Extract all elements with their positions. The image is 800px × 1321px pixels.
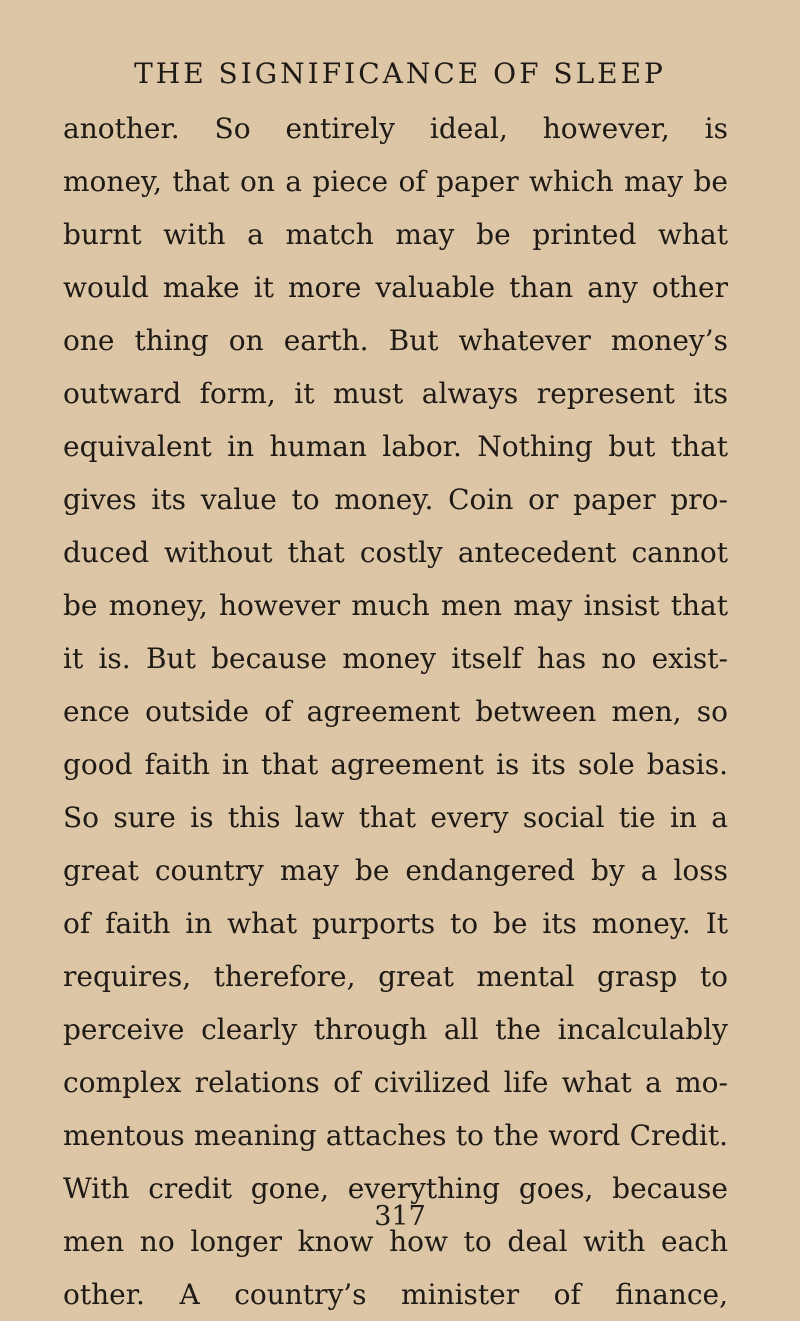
text-line: So sure is this law that every social tie in a bbox=[63, 801, 728, 834]
text-line: money, that on a piece of paper which may be bbox=[63, 165, 728, 198]
text-line: perceive clearly through all the incalculably bbox=[63, 1013, 728, 1046]
text-line: ence outside of agreement between men, so bbox=[63, 695, 728, 728]
text-line: outward form, it must always represent its bbox=[63, 377, 728, 410]
text-line: of faith in what purports to be its money. It bbox=[63, 907, 728, 940]
text-line: men no longer know how to deal with each bbox=[63, 1225, 728, 1258]
text-line: With credit gone, everything goes, because bbox=[63, 1172, 728, 1205]
text-line: gives its value to money. Coin or paper pro- bbox=[63, 483, 728, 516]
text-line: burnt with a match may be printed what bbox=[63, 218, 728, 251]
text-line: one thing on earth. But whatever money’s bbox=[63, 324, 728, 357]
text-line: it is. But because money itself has no exist- bbox=[63, 642, 728, 675]
text-line: great country may be endangered by a loss bbox=[63, 854, 728, 887]
text-line: mentous meaning attaches to the word Credit. bbox=[63, 1119, 728, 1152]
text-line: equivalent in human labor. Nothing but that bbox=[63, 430, 728, 463]
text-line: complex relations of civilized life what a mo- bbox=[63, 1066, 728, 1099]
text-line: duced without that costly antecedent cannot bbox=[63, 536, 728, 569]
running-head: THE SIGNIFICANCE OF SLEEP bbox=[134, 57, 666, 90]
text-line: would make it more valuable than any other bbox=[63, 271, 728, 304]
text-line: requires, therefore, great mental grasp to bbox=[63, 960, 728, 993]
body-text bbox=[63, 102, 728, 1321]
text-line: good faith in that agreement is its sole basis. bbox=[63, 748, 728, 781]
page-number: 317 bbox=[374, 1201, 426, 1232]
text-line: another. So entirely ideal, however, is bbox=[63, 112, 728, 145]
text-line: be money, however much men may insist that bbox=[63, 589, 728, 622]
text-line: other. A country’s minister of finance, bbox=[63, 1278, 728, 1311]
